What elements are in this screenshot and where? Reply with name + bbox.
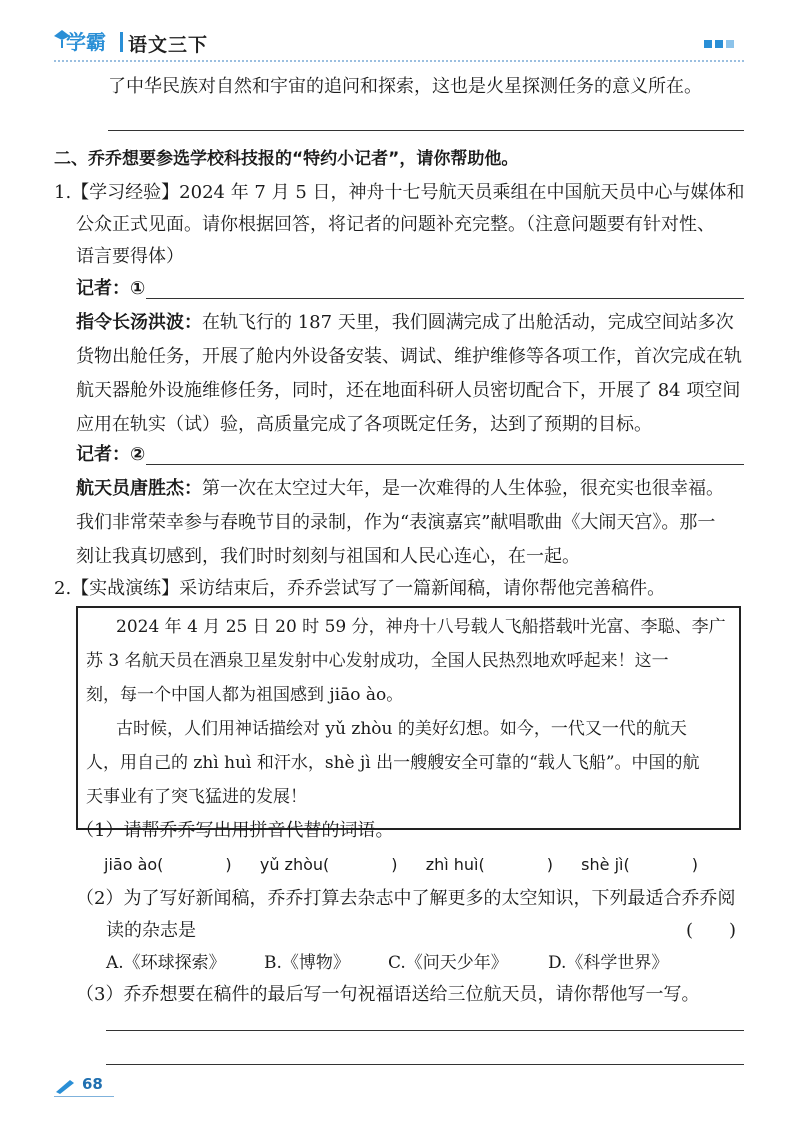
svg-text:学霸: 学霸 xyxy=(66,30,106,54)
answer-text: 我们非常荣幸参与春晚节目的录制，作为“表演嘉宾”献唱歌曲《大闹天宫》。那一 xyxy=(76,512,716,533)
draft-text: 苏 3 名航天员在酒泉卫星发射中心发射成功，全国人民热烈地欢呼起来！这一 xyxy=(86,651,669,671)
answer-text: 第一次在太空过大年，是一次难得的人生体验，很充实也很幸福。 xyxy=(202,478,724,499)
answer-paragraph xyxy=(76,476,724,502)
page-number: 68 xyxy=(82,1075,103,1093)
speaker-name: 航天员唐胜杰： xyxy=(76,478,202,499)
book-title: 语文三下 xyxy=(128,34,209,56)
draft-text: 天事业有了突飞猛进的发展！ xyxy=(86,787,307,807)
header-decoration xyxy=(704,40,734,48)
option-b[interactable]: B.《博物》 xyxy=(264,953,350,973)
question-2-line: 2.【实战演练】采访结束后，乔乔尝试写了一篇新闻稿，请你帮他完善稿件。 xyxy=(54,578,666,599)
paren-close: ) xyxy=(391,855,398,874)
answer-line-2[interactable] xyxy=(146,464,744,465)
answer-text: 航天器舱外设施维修任务，同时，还在地面科研人员密切配合下，开展了 84 项空间 xyxy=(76,380,741,401)
answer-line-3[interactable] xyxy=(106,1030,744,1031)
pinyin-row xyxy=(104,852,698,878)
reporter-label: 记者：① xyxy=(76,278,146,299)
paren-close: ) xyxy=(546,855,553,874)
sub-question-2: 读的杂志是 xyxy=(106,920,196,941)
answer-line[interactable] xyxy=(108,130,744,131)
header-divider xyxy=(120,32,123,52)
draft-text: 刻，每一个中国人都为祖国感到 jiāo ào。 xyxy=(86,685,404,705)
pinyin-label: shè jì( xyxy=(581,855,630,874)
brand-logo xyxy=(52,26,118,54)
section-heading: 二、乔乔想要参选学校科技报的“特约小记者”，请你帮助他。 xyxy=(54,149,519,169)
header-rule xyxy=(54,60,744,62)
question-1-line: 语言要得体） xyxy=(76,246,184,267)
answer-line-4[interactable] xyxy=(106,1064,744,1065)
answer-text: 应用在轨实（试）验，高质量完成了各项既定任务，达到了预期的目标。 xyxy=(76,414,652,435)
pinyin-label: jiāo ào( xyxy=(104,855,164,874)
paren-close: ) xyxy=(225,855,232,874)
sub-question-1: （1）请帮乔乔写出用拼音代替的词语。 xyxy=(76,820,394,841)
sub-question-2: （2）为了写好新闻稿，乔乔打算去杂志中了解更多的太空知识，下列最适合乔乔阅 xyxy=(76,888,736,909)
pinyin-label: zhì huì( xyxy=(425,855,485,874)
paren-close: ) xyxy=(691,855,698,874)
answer-text: 刻让我真切感到，我们时时刻刻与祖国和人民心连心，在一起。 xyxy=(76,546,580,567)
reporter-label: 记者：② xyxy=(76,444,146,465)
footer-rule xyxy=(54,1096,114,1097)
answer-line-1[interactable] xyxy=(146,298,744,299)
answer-text: 在轨飞行的 187 天里，我们圆满完成了出舱活动，完成空间站多次 xyxy=(202,312,734,333)
speaker-name: 指令长汤洪波： xyxy=(76,312,202,333)
continued-text: 了中华民族对自然和宇宙的追问和探索，这也是火星探测任务的意义所在。 xyxy=(108,76,702,97)
answer-paragraph xyxy=(76,310,734,336)
answer-text: 货物出舱任务，开展了舱内外设备安装、调试、维护维修等各项工作，首次完成在轨 xyxy=(76,346,742,367)
option-a[interactable]: A.《环球探索》 xyxy=(106,953,226,973)
draft-text: 古时候，人们用神话描绘对 yǔ zhòu 的美好幻想。如今，一代又一代的航天 xyxy=(116,719,687,739)
answer-parens[interactable]: ( ) xyxy=(686,920,737,941)
draft-text: 人，用自己的 zhì huì 和汗水，shè jì 出一艘艘安全可靠的“载人飞船”。中国的航 xyxy=(86,753,700,773)
option-d[interactable]: D.《科学世界》 xyxy=(548,953,669,973)
sub-question-3: （3）乔乔想要在稿件的最后写一句祝福语送给三位航天员，请你帮他写一写。 xyxy=(76,984,700,1005)
draft-text: 2024 年 4 月 25 日 20 时 59 分，神舟十八号载人飞船搭载叶光富、李聪、李广 xyxy=(116,617,726,637)
option-c[interactable]: C.《问天少年》 xyxy=(388,953,508,973)
question-1-line: 公众正式见面。请你根据回答，将记者的问题补充完整。（注意问题要有针对性、 xyxy=(76,214,715,235)
pinyin-label: yǔ zhòu( xyxy=(259,855,330,874)
question-1-line: 1.【学习经验】2024 年 7 月 5 日，神舟十七号航天员乘组在中国航天员中心与媒体和 xyxy=(54,182,745,203)
pen-icon xyxy=(54,1078,76,1094)
